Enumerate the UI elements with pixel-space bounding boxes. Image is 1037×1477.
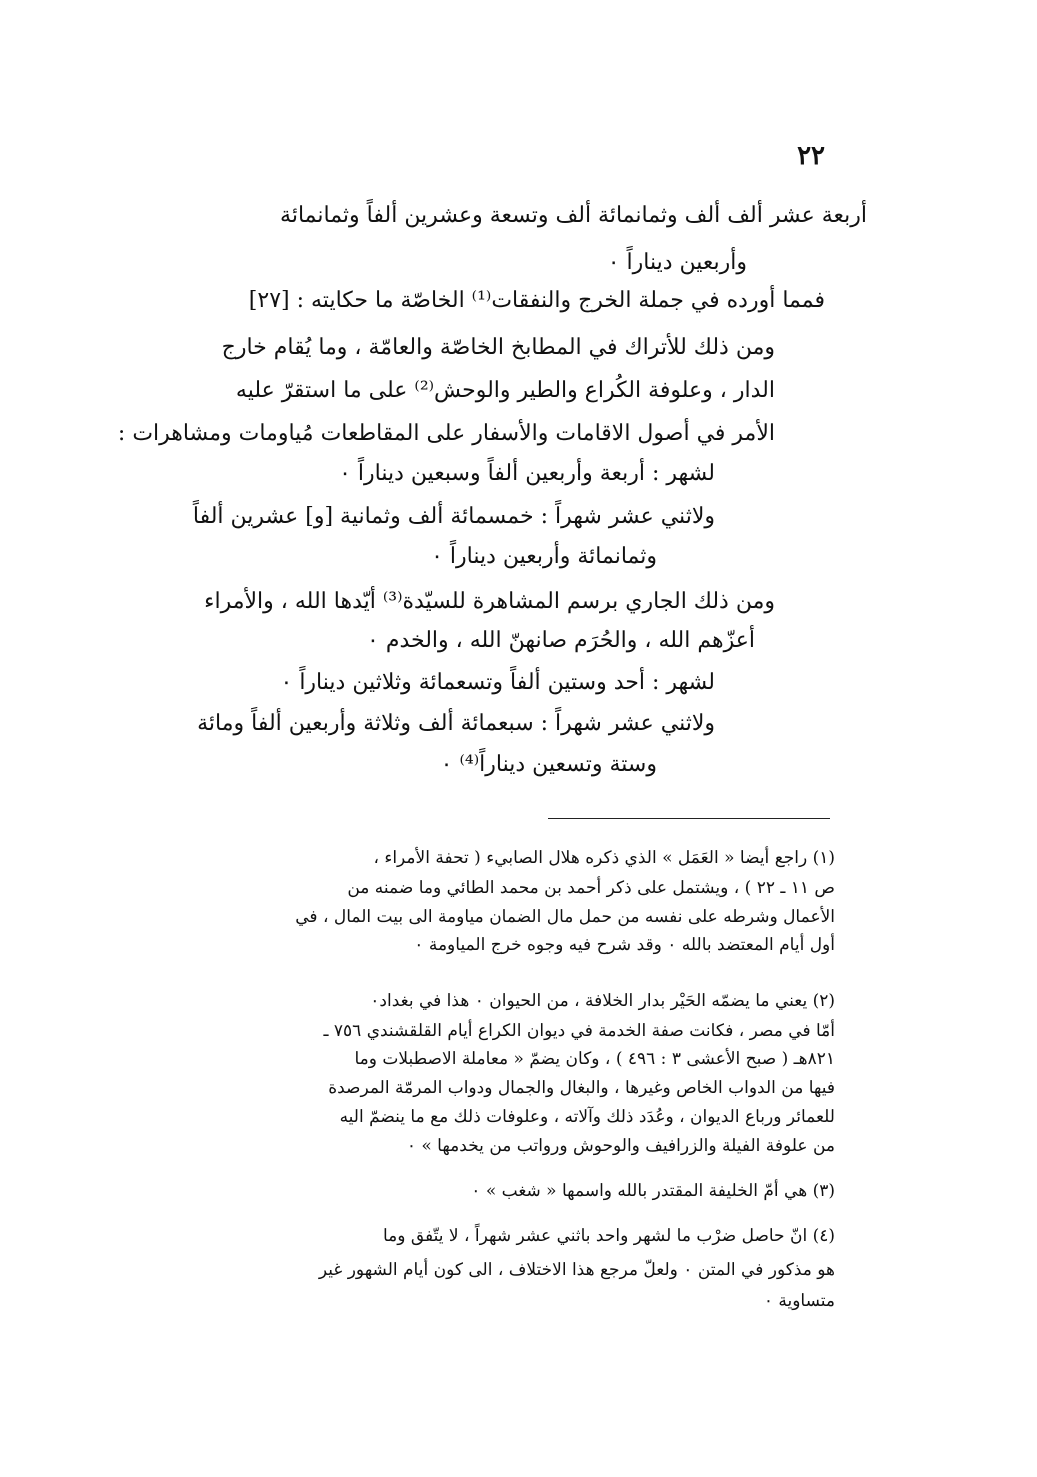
footnote-line: (٣) هي أمّ الخليفة المقتدر بالله واسمها « شغب » ٠ xyxy=(471,1181,835,1201)
footnote-line: (١) راجع أيضا « العَمَل » الذي ذكره هلال الصابيء ( تحفة الأمراء ، xyxy=(373,848,835,868)
footnote-line: هو مذكور في المتن ٠ ولعلّ مرجع هذا الاختلاف ، الى كون أيام الشهور غير xyxy=(318,1260,835,1280)
body-line: أربعة عشر ألف ألف وثمانمائة ألف وتسعة وعشرين ألفاً وثمانمائة xyxy=(280,203,867,228)
footnote-line: (٢) يعني ما يضمّه الحَيْر بدار الخلافة ، من الحيوان ٠ هذا في بغداد٠ xyxy=(370,991,835,1011)
body-line: أعزّهم الله ، والحُرَم صانهنّ الله ، والخدم ٠ xyxy=(367,628,755,653)
page-number: ٢٢ xyxy=(797,141,825,171)
body-line: ولاثني عشر شهراً : خمسمائة ألف وثمانية [و] عشرين ألفاً xyxy=(192,504,715,529)
footnote-line: الأعمال وشرطه على نفسه من حمل مال الضمان مياومة الى بيت المال ، في xyxy=(295,907,835,927)
body-line: وثمانمائة وأربعين ديناراً ٠ xyxy=(431,544,657,569)
body-line: وأربعين ديناراً ٠ xyxy=(607,250,747,275)
footnote-separator xyxy=(548,818,830,819)
body-line: لشهر : أحد وستين ألفاً وتسعمائة وثلاثين ديناراً ٠ xyxy=(280,670,715,695)
footnote-line: فيها من الدواب الخاص وغيرها ، والبغال والجمال ودواب المرمّة المرصدة xyxy=(328,1078,835,1098)
body-line: الأمر في أصول الاقامات والأسفار على المقاطعات مُياومات ومشاهرات : xyxy=(117,421,775,446)
body-line: وستة وتسعين ديناراً⁽⁴⁾ ٠ xyxy=(440,752,657,777)
footnote-line: ص ١١ ـ ٢٢ ) ، ويشتمل على ذكر أحمد بن محمد الطائي وما ضمنه من xyxy=(347,878,835,898)
footnote-line: للعمائر ورباع الديوان ، وعُدَد ذلك وآلاته ، وعلوفات ذلك مع ما ينضمّ اليه xyxy=(339,1107,835,1127)
footnote-line: (٤) انّ حاصل ضرْب ما لشهر واحد باثني عشر شهراً ، لا يتّفق وما xyxy=(382,1226,835,1246)
footnote-line: متساوية ٠ xyxy=(763,1291,835,1311)
body-line: لشهر : أربعة وأربعين ألفاً وسبعين ديناراً ٠ xyxy=(339,461,715,486)
body-line: الدار ، وعلوفة الكُراع والطير والوحش⁽²⁾ على ما استقرّ عليه xyxy=(235,378,775,403)
footnote-line: من علوفة الفيلة والزرافيف والوحوش ورواتب من يخدمها » ٠ xyxy=(406,1136,835,1156)
body-line: ومن ذلك للأتراك في المطابخ الخاصّة والعامّة ، وما يُقام خارج xyxy=(221,335,775,360)
body-line: فمما أورده في جملة الخرج والنفقات⁽¹⁾ الخاصّة ما حكايته : [٢٧] xyxy=(248,288,825,313)
footnote-line: ٨٢١هـ ( صبح الأعشى ٣ : ٤٩٦ ) ، وكان يضمّ « معاملة الاصطبلات وما xyxy=(354,1049,835,1069)
body-line: ومن ذلك الجاري برسم المشاهرة للسيّدة⁽³⁾ أيّدها الله ، والأمراء xyxy=(204,589,775,614)
body-line: ولاثني عشر شهراً : سبعمائة ألف وثلاثة وأربعين ألفاً ومائة xyxy=(197,711,715,736)
footnote-line: أول أيام المعتضد بالله ٠ وقد شرح فيه وجوه خرج المياومة ٠ xyxy=(414,935,835,955)
footnote-line: أمّا في مصر ، فكانت صفة الخدمة في ديوان الكراع أيام القلقشندي ٧٥٦ ـ xyxy=(323,1021,835,1041)
